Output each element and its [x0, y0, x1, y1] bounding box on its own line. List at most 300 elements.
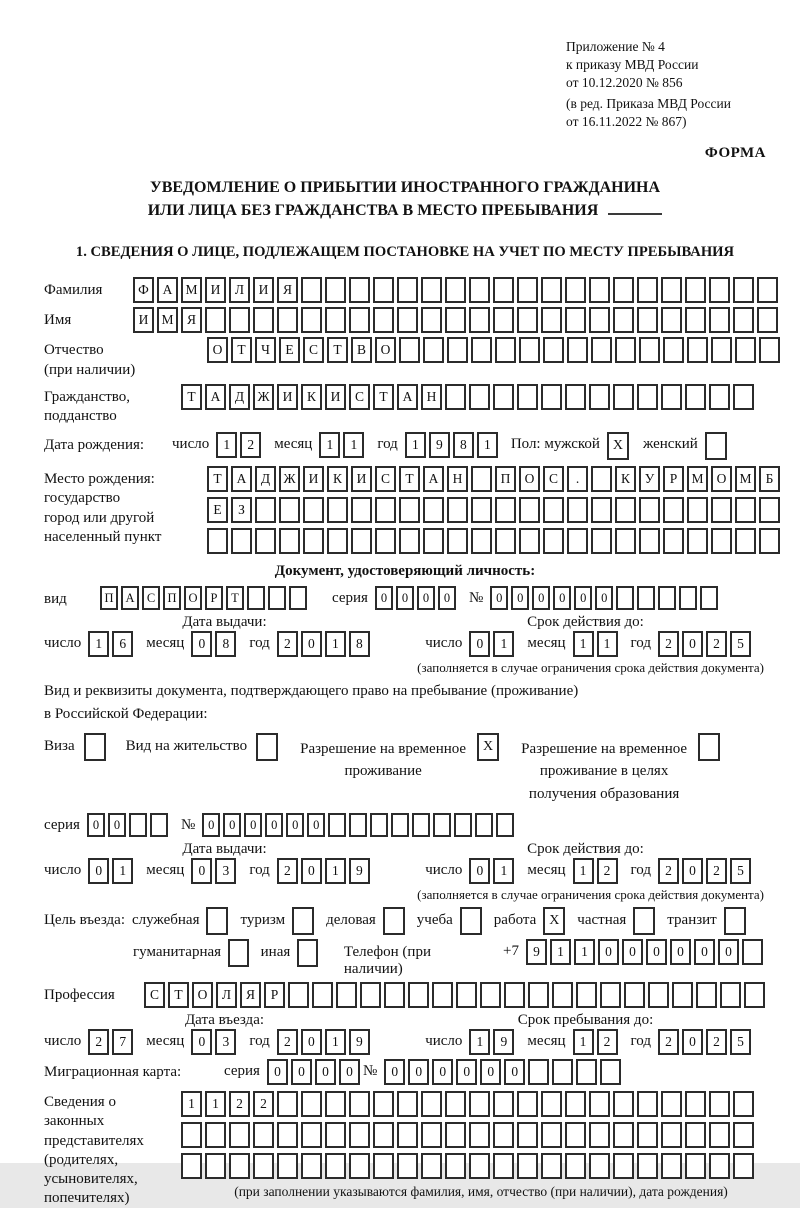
char-box[interactable]: [637, 1153, 658, 1179]
res-issue-day[interactable]: [88, 858, 136, 884]
char-box[interactable]: [613, 1122, 634, 1148]
char-box[interactable]: [759, 337, 780, 363]
char-box[interactable]: 0: [315, 1059, 336, 1085]
char-box[interactable]: [613, 277, 634, 303]
char-box[interactable]: [615, 528, 636, 554]
char-box[interactable]: М: [181, 277, 202, 303]
char-box[interactable]: [303, 497, 324, 523]
char-box[interactable]: [349, 1153, 370, 1179]
char-box[interactable]: 0: [286, 813, 304, 837]
char-box[interactable]: 2: [277, 858, 298, 884]
char-box[interactable]: 8: [215, 631, 236, 657]
doc-type-boxes[interactable]: [100, 586, 310, 610]
char-box[interactable]: [613, 1153, 634, 1179]
char-box[interactable]: [229, 307, 250, 333]
char-box[interactable]: Т: [231, 337, 252, 363]
char-box[interactable]: [565, 384, 586, 410]
char-box[interactable]: А: [231, 466, 252, 492]
checkbox-visa[interactable]: [84, 733, 106, 761]
char-box[interactable]: [349, 307, 370, 333]
char-box[interactable]: Р: [264, 982, 285, 1008]
char-box[interactable]: К: [615, 466, 636, 492]
char-box[interactable]: [624, 982, 645, 1008]
char-box[interactable]: [543, 497, 564, 523]
char-box[interactable]: [733, 1091, 754, 1117]
char-box[interactable]: [661, 1153, 682, 1179]
char-box[interactable]: 0: [301, 1029, 322, 1055]
char-box[interactable]: 2: [253, 1091, 274, 1117]
char-box[interactable]: [421, 1091, 442, 1117]
char-box[interactable]: 0: [267, 1059, 288, 1085]
char-box[interactable]: 0: [682, 1029, 703, 1055]
char-box[interactable]: 0: [504, 1059, 525, 1085]
char-box[interactable]: [615, 497, 636, 523]
citizenship-boxes[interactable]: [181, 384, 757, 410]
char-box[interactable]: [661, 1122, 682, 1148]
char-box[interactable]: Н: [447, 466, 468, 492]
char-box[interactable]: 2: [277, 631, 298, 657]
char-box[interactable]: [744, 982, 765, 1008]
res-number-boxes[interactable]: [202, 813, 517, 837]
char-box[interactable]: 0: [670, 939, 691, 965]
char-box[interactable]: [384, 982, 405, 1008]
char-box[interactable]: [639, 528, 660, 554]
char-box[interactable]: 1: [343, 432, 364, 458]
char-box[interactable]: [277, 1122, 298, 1148]
char-box[interactable]: Л: [216, 982, 237, 1008]
char-box[interactable]: [253, 1122, 274, 1148]
char-box[interactable]: А: [121, 586, 139, 610]
char-box[interactable]: [432, 982, 453, 1008]
checkbox-purpose-humanitarian[interactable]: [228, 939, 249, 967]
char-box[interactable]: [519, 497, 540, 523]
char-box[interactable]: [495, 337, 516, 363]
char-box[interactable]: 2: [88, 1029, 109, 1055]
char-box[interactable]: Р: [205, 586, 223, 610]
char-box[interactable]: [399, 497, 420, 523]
char-box[interactable]: [328, 813, 346, 837]
char-box[interactable]: [288, 982, 309, 1008]
char-box[interactable]: 0: [622, 939, 643, 965]
char-box[interactable]: С: [375, 466, 396, 492]
char-box[interactable]: 0: [480, 1059, 501, 1085]
char-box[interactable]: 9: [526, 939, 547, 965]
doc-issue-year[interactable]: [277, 631, 373, 657]
checkbox-purpose-tourism[interactable]: [292, 907, 314, 935]
char-box[interactable]: И: [205, 277, 226, 303]
char-box[interactable]: О: [192, 982, 213, 1008]
char-box[interactable]: 0: [595, 586, 613, 610]
char-box[interactable]: [397, 307, 418, 333]
char-box[interactable]: [735, 497, 756, 523]
checkbox-purpose-official[interactable]: [206, 907, 228, 935]
char-box[interactable]: Т: [399, 466, 420, 492]
entry-day[interactable]: [88, 1029, 136, 1055]
char-box[interactable]: [447, 337, 468, 363]
char-box[interactable]: 0: [307, 813, 325, 837]
doc-valid-day[interactable]: [469, 631, 517, 657]
char-box[interactable]: 2: [706, 1029, 727, 1055]
char-box[interactable]: 0: [553, 586, 571, 610]
char-box[interactable]: [495, 497, 516, 523]
char-box[interactable]: 0: [87, 813, 105, 837]
char-box[interactable]: 6: [112, 631, 133, 657]
char-box[interactable]: [454, 813, 472, 837]
char-box[interactable]: [301, 307, 322, 333]
char-box[interactable]: 9: [349, 1029, 370, 1055]
char-box[interactable]: [277, 1153, 298, 1179]
char-box[interactable]: [469, 277, 490, 303]
char-box[interactable]: [412, 813, 430, 837]
char-box[interactable]: Т: [226, 586, 244, 610]
char-box[interactable]: [205, 1153, 226, 1179]
char-box[interactable]: [247, 586, 265, 610]
char-box[interactable]: 0: [375, 586, 393, 610]
char-box[interactable]: 1: [477, 432, 498, 458]
char-box[interactable]: М: [735, 466, 756, 492]
reps-row2-boxes[interactable]: [181, 1122, 757, 1148]
birthplace-row1-boxes[interactable]: [207, 466, 783, 492]
char-box[interactable]: И: [253, 277, 274, 303]
char-box[interactable]: [637, 384, 658, 410]
char-box[interactable]: [373, 307, 394, 333]
char-box[interactable]: [399, 337, 420, 363]
char-box[interactable]: [541, 277, 562, 303]
char-box[interactable]: [279, 497, 300, 523]
char-box[interactable]: 1: [574, 939, 595, 965]
char-box[interactable]: [552, 1059, 573, 1085]
char-box[interactable]: С: [349, 384, 370, 410]
char-box[interactable]: 2: [240, 432, 261, 458]
char-box[interactable]: А: [423, 466, 444, 492]
char-box[interactable]: [517, 1153, 538, 1179]
char-box[interactable]: [687, 337, 708, 363]
char-box[interactable]: [658, 586, 676, 610]
char-box[interactable]: Ф: [133, 277, 154, 303]
char-box[interactable]: [661, 307, 682, 333]
char-box[interactable]: [733, 1153, 754, 1179]
char-box[interactable]: 0: [265, 813, 283, 837]
char-box[interactable]: П: [495, 466, 516, 492]
char-box[interactable]: 3: [215, 858, 236, 884]
char-box[interactable]: Б: [759, 466, 780, 492]
char-box[interactable]: [433, 813, 451, 837]
checkbox-gender-male[interactable]: X: [607, 432, 629, 460]
char-box[interactable]: З: [231, 497, 252, 523]
char-box[interactable]: [709, 277, 730, 303]
char-box[interactable]: [480, 982, 501, 1008]
char-box[interactable]: 5: [730, 858, 751, 884]
char-box[interactable]: [600, 1059, 621, 1085]
char-box[interactable]: [456, 982, 477, 1008]
char-box[interactable]: 2: [658, 1029, 679, 1055]
char-box[interactable]: [600, 982, 621, 1008]
char-box[interactable]: [301, 1153, 322, 1179]
checkbox-purpose-business[interactable]: [383, 907, 405, 935]
char-box[interactable]: О: [207, 337, 228, 363]
char-box[interactable]: [301, 1122, 322, 1148]
char-box[interactable]: [639, 497, 660, 523]
char-box[interactable]: [552, 982, 573, 1008]
char-box[interactable]: [469, 1122, 490, 1148]
char-box[interactable]: [445, 384, 466, 410]
char-box[interactable]: [541, 384, 562, 410]
char-box[interactable]: 2: [658, 631, 679, 657]
char-box[interactable]: [327, 528, 348, 554]
char-box[interactable]: [567, 337, 588, 363]
char-box[interactable]: [589, 307, 610, 333]
char-box[interactable]: 0: [191, 1029, 212, 1055]
char-box[interactable]: 1: [550, 939, 571, 965]
res-seriya-boxes[interactable]: [87, 813, 171, 837]
char-box[interactable]: 0: [301, 858, 322, 884]
char-box[interactable]: [255, 497, 276, 523]
char-box[interactable]: [253, 1153, 274, 1179]
char-box[interactable]: [360, 982, 381, 1008]
char-box[interactable]: [733, 384, 754, 410]
char-box[interactable]: [471, 528, 492, 554]
char-box[interactable]: Т: [207, 466, 228, 492]
migcard-seriya-boxes[interactable]: [267, 1059, 363, 1085]
char-box[interactable]: 8: [453, 432, 474, 458]
char-box[interactable]: Н: [421, 384, 442, 410]
char-box[interactable]: [541, 1091, 562, 1117]
char-box[interactable]: [469, 1153, 490, 1179]
char-box[interactable]: [742, 939, 763, 965]
char-box[interactable]: [517, 384, 538, 410]
char-box[interactable]: К: [327, 466, 348, 492]
char-box[interactable]: [709, 1091, 730, 1117]
char-box[interactable]: Т: [181, 384, 202, 410]
char-box[interactable]: [517, 277, 538, 303]
char-box[interactable]: [759, 497, 780, 523]
char-box[interactable]: С: [303, 337, 324, 363]
char-box[interactable]: Л: [229, 277, 250, 303]
char-box[interactable]: [181, 1153, 202, 1179]
char-box[interactable]: 2: [597, 1029, 618, 1055]
char-box[interactable]: [565, 1091, 586, 1117]
char-box[interactable]: [423, 528, 444, 554]
birth-day-boxes[interactable]: [216, 432, 264, 458]
char-box[interactable]: [517, 1091, 538, 1117]
char-box[interactable]: [616, 586, 634, 610]
char-box[interactable]: [445, 307, 466, 333]
char-box[interactable]: [349, 277, 370, 303]
char-box[interactable]: [517, 1122, 538, 1148]
char-box[interactable]: [327, 497, 348, 523]
char-box[interactable]: [399, 528, 420, 554]
doc-seriya-boxes[interactable]: [375, 586, 459, 610]
char-box[interactable]: [447, 528, 468, 554]
char-box[interactable]: [229, 1153, 250, 1179]
char-box[interactable]: [589, 277, 610, 303]
char-box[interactable]: [759, 528, 780, 554]
char-box[interactable]: [576, 982, 597, 1008]
char-box[interactable]: 1: [181, 1091, 202, 1117]
stay-year[interactable]: [658, 1029, 754, 1055]
char-box[interactable]: О: [519, 466, 540, 492]
char-box[interactable]: [687, 497, 708, 523]
char-box[interactable]: [421, 307, 442, 333]
char-box[interactable]: [733, 277, 754, 303]
char-box[interactable]: 1: [469, 1029, 490, 1055]
char-box[interactable]: [325, 307, 346, 333]
char-box[interactable]: [687, 528, 708, 554]
char-box[interactable]: 0: [469, 858, 490, 884]
char-box[interactable]: [469, 1091, 490, 1117]
char-box[interactable]: [589, 1153, 610, 1179]
char-box[interactable]: 1: [205, 1091, 226, 1117]
char-box[interactable]: [397, 1091, 418, 1117]
char-box[interactable]: 0: [408, 1059, 429, 1085]
surname-boxes[interactable]: [133, 277, 781, 303]
char-box[interactable]: С: [142, 586, 160, 610]
char-box[interactable]: [493, 384, 514, 410]
char-box[interactable]: [408, 982, 429, 1008]
char-box[interactable]: [150, 813, 168, 837]
char-box[interactable]: Я: [181, 307, 202, 333]
char-box[interactable]: Е: [279, 337, 300, 363]
char-box[interactable]: У: [639, 466, 660, 492]
char-box[interactable]: 0: [694, 939, 715, 965]
char-box[interactable]: [637, 586, 655, 610]
char-box[interactable]: 0: [469, 631, 490, 657]
char-box[interactable]: [661, 384, 682, 410]
char-box[interactable]: 1: [325, 858, 346, 884]
char-box[interactable]: 0: [511, 586, 529, 610]
char-box[interactable]: [528, 982, 549, 1008]
char-box[interactable]: И: [277, 384, 298, 410]
char-box[interactable]: О: [184, 586, 202, 610]
doc-issue-day[interactable]: [88, 631, 136, 657]
doc-valid-month[interactable]: [573, 631, 621, 657]
char-box[interactable]: 0: [191, 631, 212, 657]
char-box[interactable]: [663, 497, 684, 523]
char-box[interactable]: [613, 1091, 634, 1117]
char-box[interactable]: [351, 528, 372, 554]
char-box[interactable]: [565, 277, 586, 303]
char-box[interactable]: [565, 1153, 586, 1179]
char-box[interactable]: 0: [244, 813, 262, 837]
doc-number-boxes[interactable]: [490, 586, 721, 610]
doc-issue-month[interactable]: [191, 631, 239, 657]
char-box[interactable]: [685, 277, 706, 303]
char-box[interactable]: [469, 384, 490, 410]
char-box[interactable]: [696, 982, 717, 1008]
char-box[interactable]: О: [711, 466, 732, 492]
char-box[interactable]: 0: [718, 939, 739, 965]
char-box[interactable]: 0: [432, 1059, 453, 1085]
name-boxes[interactable]: [133, 307, 781, 333]
char-box[interactable]: [493, 277, 514, 303]
reps-row3-boxes[interactable]: [181, 1153, 757, 1179]
birth-month-boxes[interactable]: [319, 432, 367, 458]
char-box[interactable]: 0: [438, 586, 456, 610]
char-box[interactable]: 1: [325, 631, 346, 657]
char-box[interactable]: [709, 384, 730, 410]
checkbox-purpose-study[interactable]: [460, 907, 482, 935]
char-box[interactable]: Т: [327, 337, 348, 363]
char-box[interactable]: [205, 1122, 226, 1148]
char-box[interactable]: [576, 1059, 597, 1085]
char-box[interactable]: [493, 307, 514, 333]
char-box[interactable]: 1: [573, 1029, 594, 1055]
char-box[interactable]: [613, 307, 634, 333]
char-box[interactable]: [493, 1153, 514, 1179]
char-box[interactable]: 0: [202, 813, 220, 837]
char-box[interactable]: [447, 497, 468, 523]
char-box[interactable]: [469, 307, 490, 333]
char-box[interactable]: [709, 1122, 730, 1148]
char-box[interactable]: Ч: [255, 337, 276, 363]
char-box[interactable]: [373, 277, 394, 303]
char-box[interactable]: [397, 277, 418, 303]
char-box[interactable]: 0: [301, 631, 322, 657]
char-box[interactable]: [277, 1091, 298, 1117]
char-box[interactable]: [679, 586, 697, 610]
char-box[interactable]: [421, 277, 442, 303]
char-box[interactable]: [757, 277, 778, 303]
char-box[interactable]: [709, 1153, 730, 1179]
char-box[interactable]: 7: [112, 1029, 133, 1055]
char-box[interactable]: [336, 982, 357, 1008]
char-box[interactable]: С: [144, 982, 165, 1008]
checkbox-purpose-private[interactable]: [633, 907, 655, 935]
char-box[interactable]: [421, 1153, 442, 1179]
char-box[interactable]: К: [301, 384, 322, 410]
char-box[interactable]: .: [567, 466, 588, 492]
char-box[interactable]: [445, 1153, 466, 1179]
checkbox-temp-residence[interactable]: X: [477, 733, 499, 761]
char-box[interactable]: 0: [490, 586, 508, 610]
char-box[interactable]: [493, 1122, 514, 1148]
char-box[interactable]: 0: [88, 858, 109, 884]
char-box[interactable]: [663, 337, 684, 363]
char-box[interactable]: [397, 1153, 418, 1179]
char-box[interactable]: 0: [339, 1059, 360, 1085]
char-box[interactable]: [637, 1122, 658, 1148]
res-issue-year[interactable]: [277, 858, 373, 884]
char-box[interactable]: [375, 528, 396, 554]
char-box[interactable]: [543, 528, 564, 554]
char-box[interactable]: [757, 307, 778, 333]
char-box[interactable]: [733, 1122, 754, 1148]
char-box[interactable]: [711, 497, 732, 523]
profession-boxes[interactable]: [144, 982, 768, 1008]
char-box[interactable]: [735, 337, 756, 363]
char-box[interactable]: 5: [730, 1029, 751, 1055]
char-box[interactable]: Я: [240, 982, 261, 1008]
char-box[interactable]: [589, 1091, 610, 1117]
char-box[interactable]: [685, 1091, 706, 1117]
char-box[interactable]: 0: [417, 586, 435, 610]
char-box[interactable]: [301, 277, 322, 303]
char-box[interactable]: [391, 813, 409, 837]
char-box[interactable]: [375, 497, 396, 523]
phone-boxes[interactable]: [526, 939, 766, 965]
char-box[interactable]: [709, 307, 730, 333]
char-box[interactable]: [255, 528, 276, 554]
char-box[interactable]: [567, 497, 588, 523]
char-box[interactable]: [289, 586, 307, 610]
char-box[interactable]: [565, 307, 586, 333]
char-box[interactable]: [373, 1153, 394, 1179]
char-box[interactable]: [471, 466, 492, 492]
char-box[interactable]: Т: [373, 384, 394, 410]
char-box[interactable]: [370, 813, 388, 837]
char-box[interactable]: 2: [229, 1091, 250, 1117]
char-box[interactable]: 0: [108, 813, 126, 837]
